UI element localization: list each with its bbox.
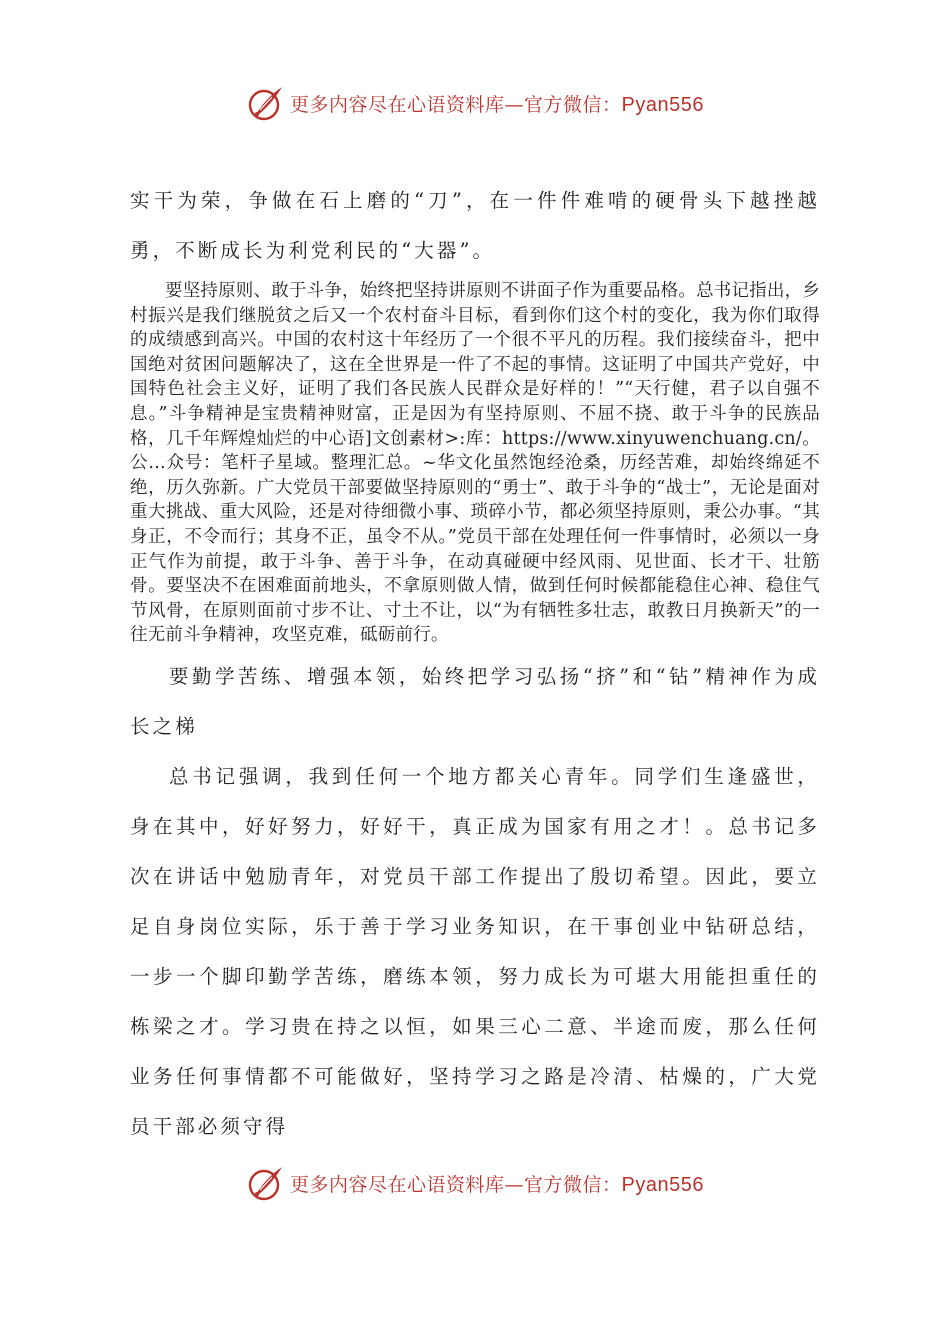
footer-banner	[0, 1161, 950, 1205]
header-banner	[0, 81, 950, 125]
paragraph-4: 总书记强调，我到任何一个地方都关心青年。同学们生逢盛世，身在其中，好好努力，好好干，真正成为国家有用之才！。总书记多次在讲话中勉励青年，对党员干部工作提出了殷切希望。因此，要立足自身岗位实际，乐于善于学习业务知识，在干事创业中钻研总结，一步一个脚印勤学苦练，磨练本领，努力成长为可堪大用能担重任的栋梁之才。学习贵在持之以恒，如果三心二意、半途而废，那么任何业务任何事情都不可能做好，坚持学习之路是冷清、枯燥的，广大党员干部必须守得	[130, 764, 820, 1138]
section-heading: 要勤学苦练、增强本领，始终把学习弘扬“挤”和“钻”精神作为成长之梯	[130, 664, 820, 738]
paragraph-1: 实干为荣，争做在石上磨的“刀”，在一件件难啃的硬骨头下越挫越勇，不断成长为利党利民的“大器”。	[130, 189, 820, 262]
footer-banner-text	[290, 1170, 704, 1197]
footer-banner-handle: Pyan556	[621, 1173, 704, 1196]
document-body	[130, 176, 820, 1152]
paragraph-2: 要坚持原则、敢于斗争，始终把坚持讲原则不讲面子作为重要品格。总书记指出，乡村振兴是我们继脱贫之后又一个农村奋斗目标，看到你们这个村的变化，我为你们取得的成绩感到高兴。中国的农村这十年经历了一个很不平凡的历程。我们接续奋斗，把中国绝对贫困问题解决了，这在全世界是一件了不起的事情。这证明了中国共产党好，中国特色社会主义好，证明了我们各民族人民群众是好样的！”“天行健，君子以自强不息。”斗争精神是宝贵精神财富，正是因为有坚持原则、不屈不挠、敢于斗争的民族品格，几千年辉煌灿烂的中心语]文创素材>:库：https://www.xinyuwenchuang.cn/。公…众号：笔杆子星域。整理汇总。~华文化虽然饱经沧桑，历经苦难，却始终绵延不绝，历久弥新。广大党员干部要做坚持原则的“勇士”、敢于斗争的“战士”，无论是面对重大挑战、重大风险，还是对待细微小事、琐碎小节，都必须坚持原则，秉公办事。“其身正，不令而行；其身不正，虽令不从。”党员干部在处理任何一件事情时，必须以一身正气作为前提，敢于斗争、善于斗争，在动真碰硬中经风雨、见世面、长才干、壮筋骨。要坚决不在困难面前地头，不拿原则做人情，做到任何时候都能稳住心神、稳住气节风骨，在原则面前寸步不让、寸土不让，以“为有牺牲多壮志，敢教日月换新天”的一往无前斗争精神，攻坚克难，砥砺前行。	[130, 281, 820, 646]
header-banner-handle: Pyan556	[621, 93, 704, 116]
quill-pen-circle-icon	[246, 1163, 286, 1203]
header-banner-text	[290, 90, 704, 117]
quill-pen-circle-icon	[246, 83, 286, 123]
header-banner-label: 更多内容尽在心语资料库—官方微信：	[290, 93, 622, 116]
footer-banner-label: 更多内容尽在心语资料库—官方微信：	[290, 1173, 622, 1196]
